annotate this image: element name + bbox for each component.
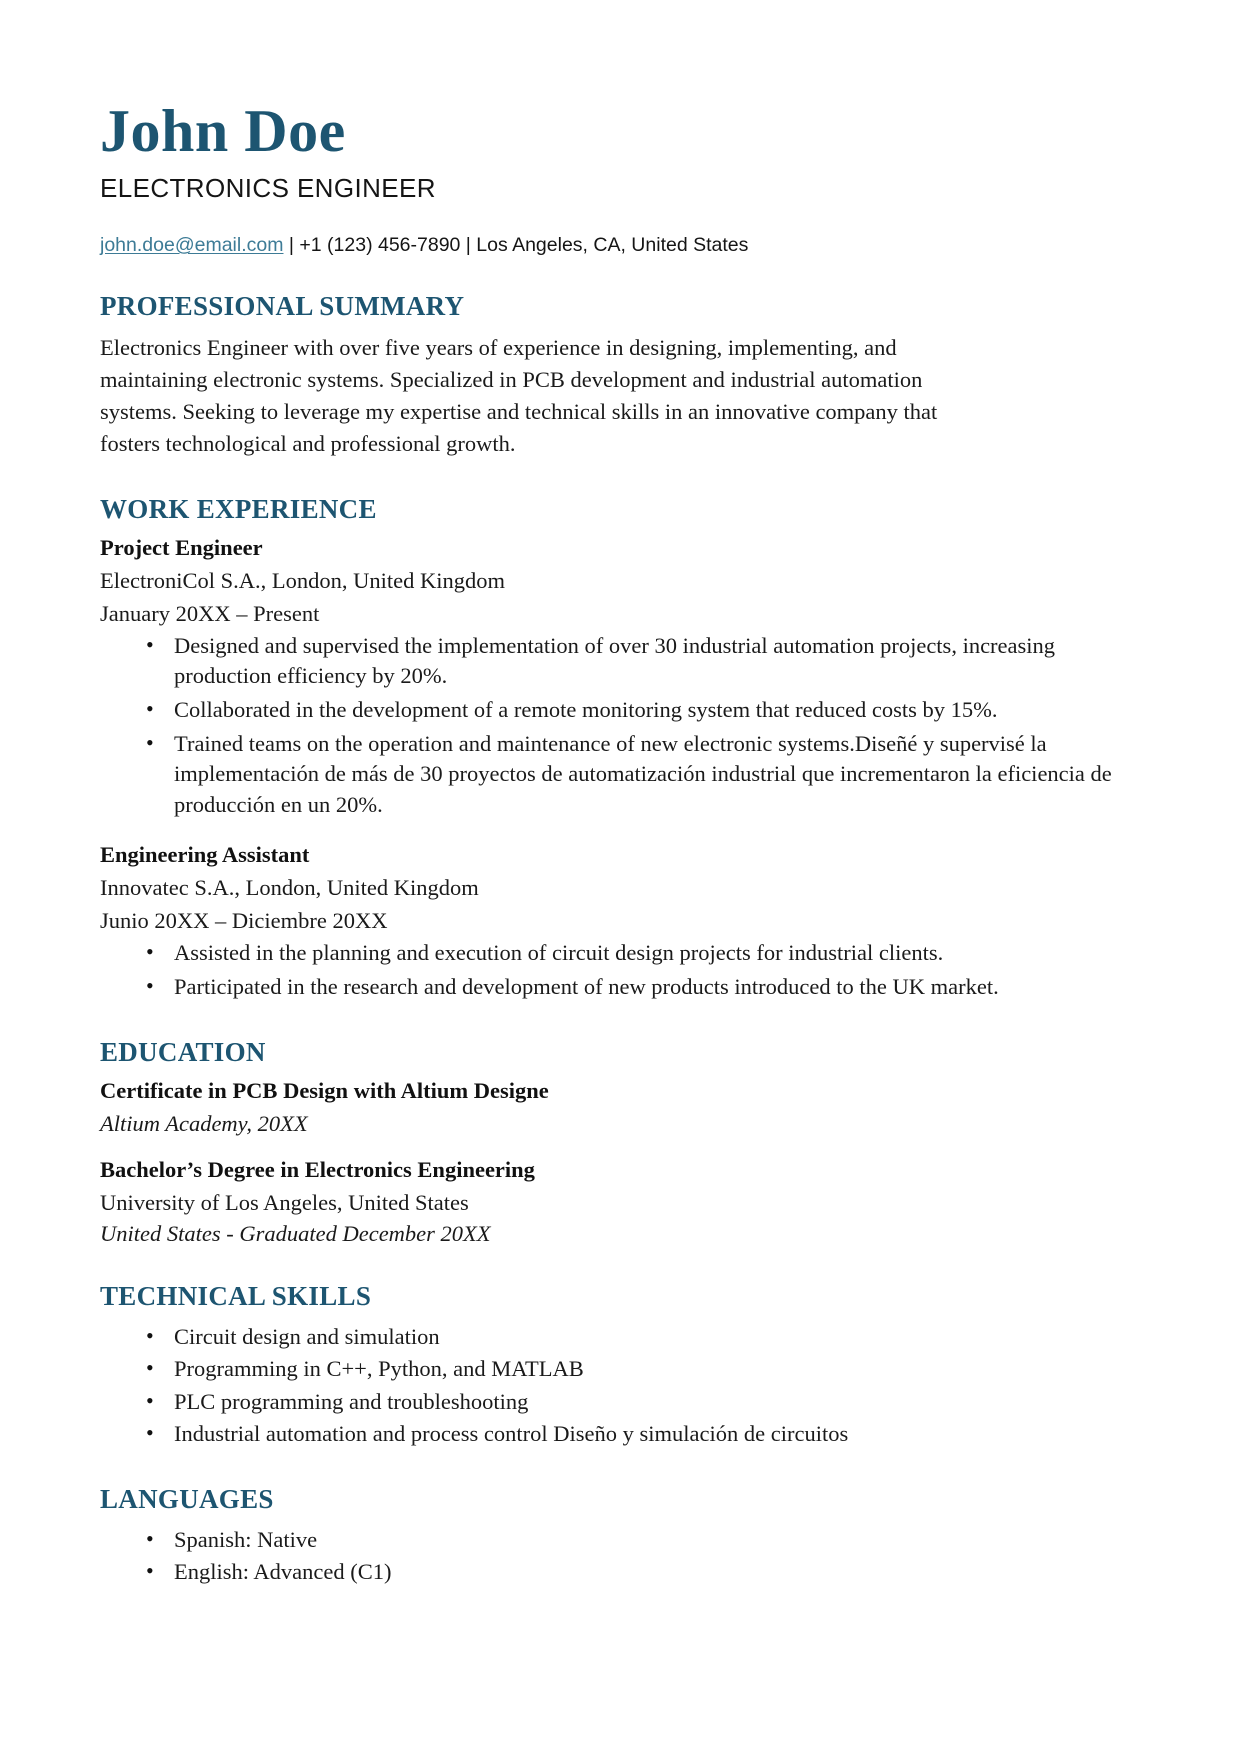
summary-paragraph: Electronics Engineer with over five years of experience in designing, implementing, and maintaining electronic systems. Specialized in PCB development and industrial automation systems. Seeking to leverage my expertise and technical skills in an innovative company that fosters technological and professional growth. (100, 335, 938, 456)
section-technical-skills (100, 1281, 1132, 1450)
contact-email-link[interactable]: john.doe@email.com (100, 234, 284, 256)
job-bullet-list (100, 631, 1132, 821)
section-title-skills: TECHNICAL SKILLS (100, 1280, 372, 1311)
education-meta: United States - Graduated December 20XX (100, 1220, 491, 1246)
job-bullet-list (100, 938, 1132, 1002)
job-dates: January 20XX – Present (100, 600, 320, 626)
contact-separator-2: | (460, 234, 477, 256)
contact-location: Los Angeles, CA, United States (476, 234, 749, 256)
candidate-name: John Doe (100, 98, 346, 164)
section-title-experience: WORK EXPERIENCE (100, 493, 377, 524)
contact-line (100, 234, 1132, 257)
education-school: University of Los Angeles, United States (100, 1189, 469, 1215)
resume-header (100, 100, 1132, 257)
section-languages (100, 1484, 1132, 1588)
job-company: Innovatec S.A., London, United Kingdom (100, 875, 479, 901)
section-professional-summary (100, 291, 1132, 460)
skill-item: • PLC programming and troubleshooting (146, 1387, 1132, 1418)
job-company: ElectroniCol S.A., London, United Kingdom (100, 567, 505, 593)
job-bullet: • Designed and supervised the implementation of over 30 industrial automation projects, increasing production efficiency by 20%. (146, 631, 1132, 692)
job-dates: Junio 20XX – Diciembre 20XX (100, 908, 388, 934)
section-title-languages: LANGUAGES (100, 1483, 274, 1514)
education-entry (100, 1157, 1132, 1247)
language-item: • English: Advanced (C1) (146, 1557, 1132, 1588)
skills-list (100, 1322, 1132, 1450)
job-role: Engineering Assistant (100, 842, 310, 868)
skill-item: • Programming in C++, Python, and MATLAB (146, 1354, 1132, 1385)
experience-entry (100, 842, 1132, 1002)
job-bullet: • Collaborated in the development of a remote monitoring system that reduced costs by 15%. (146, 695, 1132, 726)
job-role: Project Engineer (100, 534, 263, 560)
job-bullet: • Assisted in the planning and execution of circuit design projects for industrial clients. (146, 938, 1132, 969)
skill-item: • Circuit design and simulation (146, 1322, 1132, 1353)
job-bullet: • Participated in the research and development of new products introduced to the UK market. (146, 972, 1132, 1003)
education-degree: Certificate in PCB Design with Altium Designe (100, 1077, 549, 1103)
section-education (100, 1037, 1132, 1247)
education-school: Altium Academy, 20XX (100, 1110, 308, 1136)
contact-phone: +1 (123) 456-7890 (299, 234, 461, 256)
candidate-job-title: ELECTRONICS ENGINEER (100, 173, 436, 203)
section-title-summary: PROFESSIONAL SUMMARY (100, 291, 465, 321)
section-title-education: EDUCATION (100, 1036, 266, 1067)
education-entry (100, 1078, 1132, 1137)
education-degree: Bachelor’s Degree in Electronics Engineering (100, 1156, 535, 1182)
contact-separator-1: | (283, 234, 300, 256)
section-work-experience (100, 494, 1132, 1003)
languages-list (100, 1525, 1132, 1588)
skill-item: • Industrial automation and process control Diseño y simulación de circuitos (146, 1419, 1132, 1450)
language-item: • Spanish: Native (146, 1525, 1132, 1556)
experience-entry (100, 535, 1132, 821)
job-bullet: • Trained teams on the operation and maintenance of new electronic systems.Diseñé y supervisé la implementación de más de 30 proyectos de automatización industrial que incrementaron la eficiencia de producción en un 20%. (146, 729, 1132, 821)
